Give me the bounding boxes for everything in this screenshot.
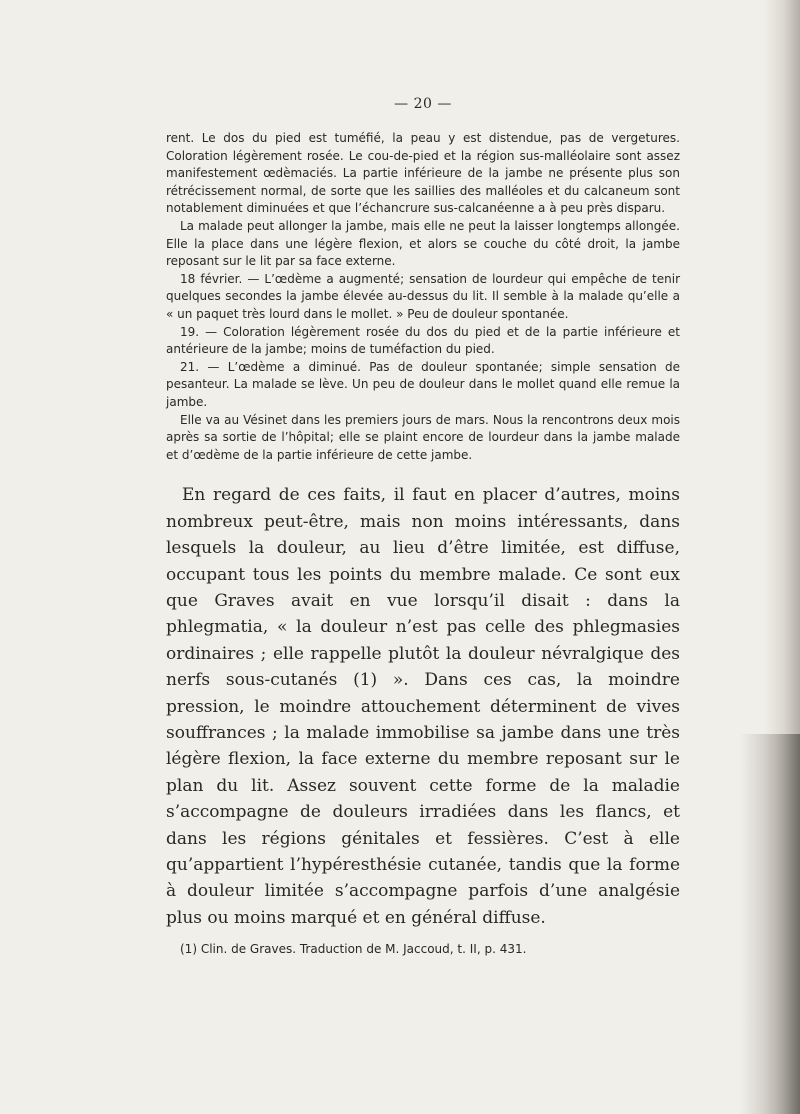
main-paragraph: En regard de ces faits, il faut en placer d’autres, moins nombreux peut-être, mais non moins intéressants, dans lesquels la douleur, au lieu d’être limitée, est diffuse, occupant tous les points du membre malade. Ce sont eux que Graves avait en vue lorsqu’il disait : dans la phlegmatia, « la douleur n’est pas celle des phlegmasies ordinaires ; elle rappelle plutôt la douleur névralgique des nerfs sous-cutanés (1) ». Dans ces cas, la moindre pression, le moindre attouchement déterminent de vives souffrances ; la malade immobilise sa jambe dans une très légère flexion, la face externe du membre reposant sur le plan du lit. Assez souvent cette forme de la maladie s’accompagne de douleurs irradiées dans les flancs, et dans les régions génitales et fessières. C’est à elle qu’appartient l’hypéresthésie cutanée, tandis que la forme à douleur limitée s’accompagne parfois d’une analgésie plus ou moins marqué et en général diffuse. [166, 485, 680, 928]
case-note-3: 18 février. — L’œdème a augmenté; sensation de lourdeur qui empêche de tenir quelques secondes la jambe élevée au-dessus du lit. Il semble à la malade qu’elle a « un paquet très lourd dans le mollet. » Peu de douleur spontanée. [166, 271, 680, 321]
case-note-4: 19. — Coloration légèrement rosée du dos du pied et de la partie inférieure et antérieure de la jambe; moins de tuméfaction du pied. [166, 324, 680, 357]
case-note-2: La malade peut allonger la jambe, mais elle ne peut la laisser longtemps allongée. Elle la place dans une légère flexion, et alors se couche du côté droit, la jambe reposant sur le lit par sa face externe. [166, 218, 680, 269]
case-note-5: 21. — L’œdème a diminué. Pas de douleur spontanée; simple sensation de pesanteur. La malade se lève. Un peu de douleur dans le mollet quand elle remue la jambe. [166, 359, 680, 409]
case-note-1: rent. Le dos du pied est tuméfié, la peau y est distendue, pas de vergetures. Coloration légèrement rosée. Le cou-de-pied et la région sus-malléolaire sont assez manifestement œdèmaciés. La partie inférieure de la jambe ne présente plus son rétrécissement normal, de sorte que les saillies des malléoles et du calcaneum sont notablement diminuées et que l’échancrure sus-calcanéenne a à peu près disparu. [166, 131, 680, 216]
page-content [166, 96, 680, 957]
page-number: — 20 — [394, 96, 452, 112]
page-edge-shadow-bottom [740, 734, 800, 1114]
footnote: (1) Clin. de Graves. Traduction de M. Jaccoud, t. II, p. 431. [180, 942, 527, 957]
case-note-6: Elle va au Vésinet dans les premiers jours de mars. Nous la rencontrons deux mois après sa sortie de l’hôpital; elle se plaint encore de lourdeur dans la jambe malade et d’œdème de la partie inférieure de cette jambe. [166, 412, 680, 462]
